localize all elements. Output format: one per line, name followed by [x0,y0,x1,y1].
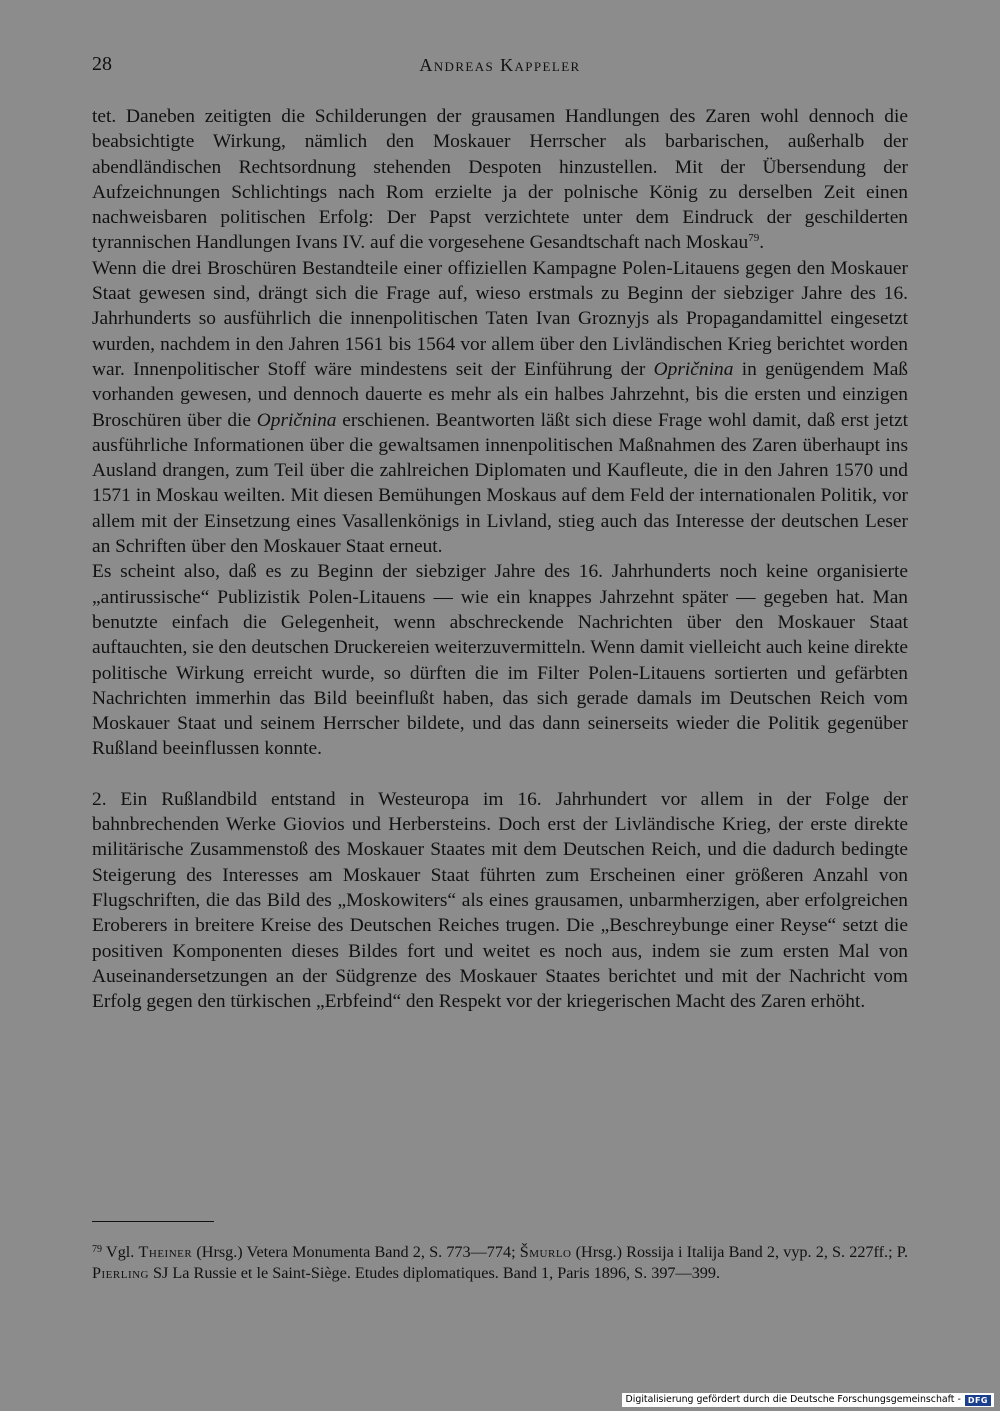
author-name: Theiner [138,1243,193,1261]
paragraph: Es scheint also, daß es zu Beginn der siebziger Jahre des 16. Jahrhunderts noch keine organisierte „antirussische“ Publizistik Polen-Litauens — wie ein knappes Jahrzehnt später — gegeben hat. Man benutzte einfach die Gelegenheit, wenn abschreckende Nachrichten über den Moskauer Staat auftauchten, sie den deutschen Druckereien weiterzuvermitteln. Wenn damit vielleicht auch keine direkte politische Wirkung erreicht wurde, so dürften die im Filter Polen-Litauens sortierten und gefärbten Nachrichten immerhin das Bild beeinflußt haben, das sich gerade damals im Deutschen Reich vom Moskauer Staat und seinem Herrscher bildete, und das dann seinerseits wieder die Politik gegenüber Rußland beeinflussen konnte. [92,561,908,760]
footnote-text: SJ La Russie et le Saint-Siège. Etudes diplomatiques. Band 1, Paris 1896, S. 397—399. [149,1264,721,1282]
author-name: Pierling [92,1264,149,1282]
paragraph-text: erschienen. Beantworten läßt sich diese Frage wohl damit, daß erst jetzt ausführliche Informationen über die gewaltsamen innenpolitischen Maßnahmen des Zaren überhaupt ins Ausland drangen, zum Teil über die zahlreichen Diplomaten und Kaufleute, die in den Jahren 1570 und 1571 in Moskau weilten. Mit diesen Bemühungen Moskaus auf dem Feld der internationalen Politik, vor allem mit der Einsetzung eines Vasallenkönigs in Livland, stieg auch das Interesse der deutschen Leser an Schriften über den Moskauer Staat erneut. [92,409,909,558]
digitization-credit [622,1393,994,1407]
paragraph-text: Wenn die drei Broschüren Bestandteile einer offiziellen Kampagne Polen-Litauens gegen den Moskauer Staat gewesen sind, drängt sich die Frage auf, wieso erstmals zu Beginn der siebziger Jahre des 16. Jahrhunderts so ausführlich die innenpolitischen Taten Ivan Groznyjs als Propagandamittel eingesetzt wurden, nachdem in den Jahren 1561 bis 1564 vor allem über den Livländischen Krieg berichtet worden war. Innenpolitischer Stoff wäre mindestens seit der Einführung der [92,257,908,380]
page-number: 28 [92,53,112,75]
paragraph-text: tet. Daneben zeitigten die Schilderungen der grausamen Handlungen des Zaren wohl dennoch die beabsichtigte Wirkung, nämlich den Moskauer Herrscher als barbarischen, außerhalb der abendländischen Rechtsordnung stehenden Despoten hinzustellen. Mit der Übersendung der Aufzeichnungen Schlichtings nach Rom erzielte ja der polnische König zu derselben Zeit einen nachweisbaren politischen Erfolg: Der Papst verzichtete unter dem Eindruck der geschilderten tyrannischen Handlungen Ivans IV. auf die vorgesehene Gesandtschaft nach Moskau [92,106,908,254]
footnote-text: (Hrsg.) Vetera Monumenta Band 2, S. 773—774; [192,1243,520,1261]
footnote-reference: 79 [748,232,760,245]
paragraph-text: in genügendem Maß vorhanden gewesen, und dennoch dauerte es mehr als ein halbes Jahrzehnt, bis die ersten und einzigen Broschüren über die [92,358,908,431]
paragraph [92,256,908,560]
section-paragraph: 2. Ein Rußlandbild entstand in Westeuropa im 16. Jahrhundert vor allem in der Folge der bahnbrechenden Werke Giovios und Herbersteins. Doch erst der Livländische Krieg, der erste direkte militärische Zusammenstoß des Moskauer Staates mit dem Deutschen Reich, und die dadurch bedingte Steigerung des Interesses am Moskauer Staat führten zum Erscheinen einer größeren Anzahl von Flugschriften, die das Bild des „Moskowiters“ als eines grausamen, unbarmherzigen, aber erfolgreichen Eroberers in breitere Kreise des Deutschen Reiches trugen. Die „Beschreybunge einer Reyse“ setzt die positiven Komponenten dieses Bildes fort und weitet es noch aus, indem sie zum ersten Mal von Auseinandersetzungen an der Südgrenze des Moskauer Staates berichtet und mit der Nachricht vom Erfolg gegen den türkischen „Erbfeind“ den Respekt vor der kriegerischen Macht des Zaren erhöht. [92,788,908,1013]
footnote-number: 79 [92,1244,102,1255]
italic-term: Opričnina [653,358,734,380]
footnote-text: Vgl. [106,1243,139,1261]
footnote [92,1242,908,1284]
author-name: Šmurlo [519,1243,572,1261]
footnote-text: (Hrsg.) Rossija i Italija Band 2, vyp. 2, S. 227ff.; P. [571,1243,908,1261]
footnote-divider [92,1221,214,1222]
running-head: Andreas Kappeler [419,55,581,75]
paragraph-end: . [759,232,765,254]
dfg-logo-icon: DFG [965,1395,991,1406]
paragraph [92,104,908,256]
credit-text: Digitalisierung gefördert durch die Deutsche Forschungsgemeinschaft - [625,1394,961,1405]
italic-term: Opričnina [256,409,337,431]
body-text [92,104,908,1014]
